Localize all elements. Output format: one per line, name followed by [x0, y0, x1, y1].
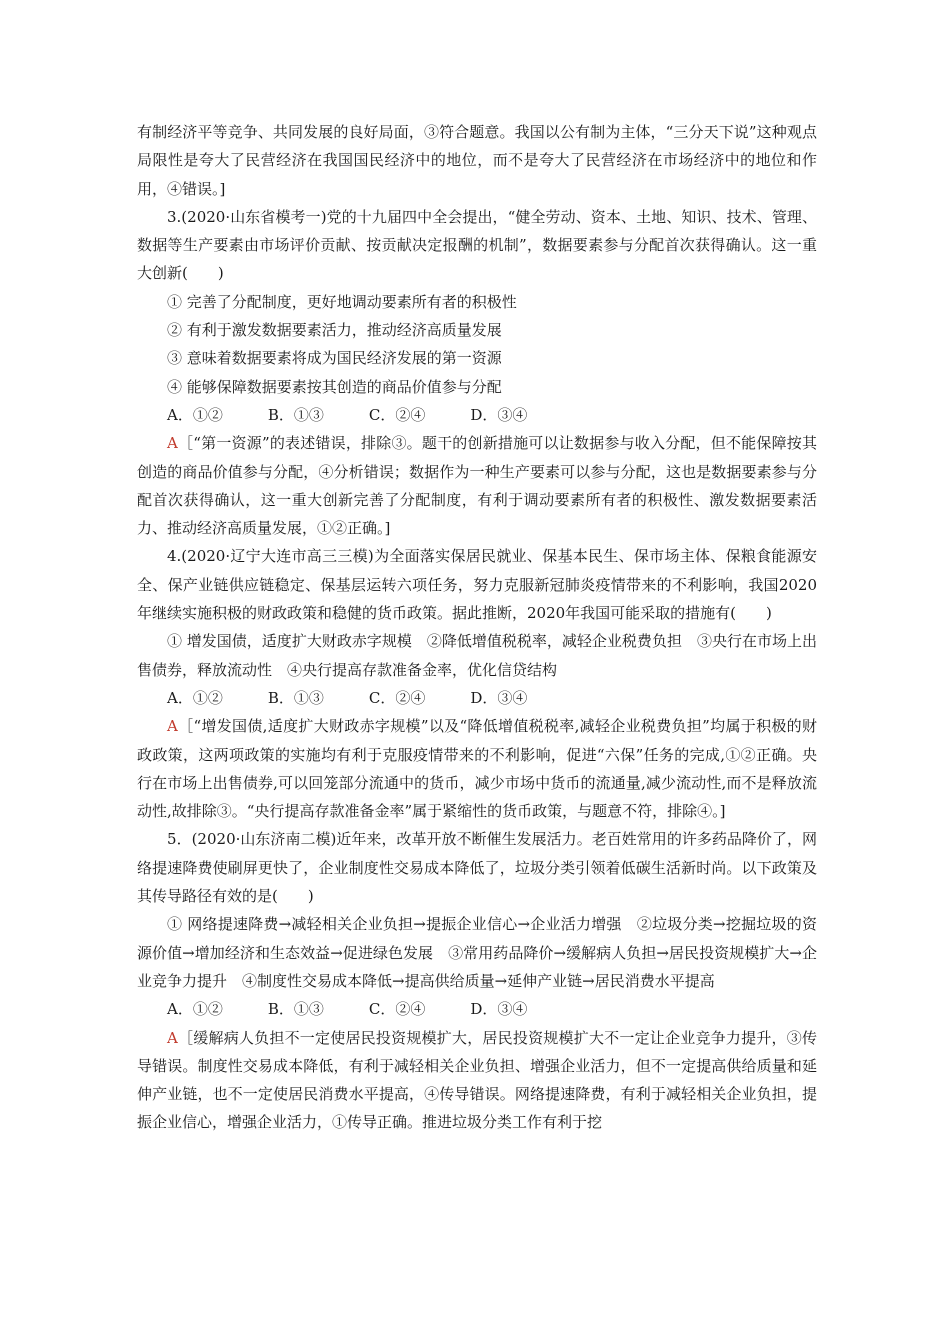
- question-5-stem: 5．(2020·山东济南二模)近年来，改革开放不断催生发展活力。老百姓常用的许多药品降价了，网络提速降费使刷屏更快了，企业制度性交易成本降低了，垃圾分类引领着低碳生活新时尚。以下政策及其传导路径有效的是( ): [137, 830, 817, 906]
- question-5: [137, 825, 817, 1136]
- question-3-item-2: ② 有利于激发数据要素活力，推动经济高质量发展: [167, 321, 502, 340]
- question-4-explanation: ［“增发国债,适度扩大财政赤字规模”以及“降低增值税税率,减轻企业税费负担”均属于积极的财政政策，这两项政策的实施均有利于克服疫情带来的不利影响，促进“六保”任务的完成,①②正确。央行在市场上出售债券,可以回笼部分流通中的货币，减少市场中货币的流通量,减少流动性,而不是释放流动性,故排除③。“央行提高存款准备金率”属于紧缩性的货币政策，与题意不符，排除④。]: [137, 717, 817, 821]
- question-4-items: ① 增发国债，适度扩大财政赤字规模 ②降低增值税税率，减轻企业税费负担 ③央行在市场上出售债券，释放流动性 ④央行提高存款准备金率，优化信贷结构: [137, 632, 817, 679]
- question-5-items: ① 网络提速降费→减轻相关企业负担→提振企业信心→企业活力增强 ②垃圾分类→挖掘垃圾的资源价值→增加经济和生态效益→促进绿色发展 ③常用药品降价→缓解病人负担→居民投资规模扩大→企业竞争力提升 ④制度性交易成本降低→提高供给质量→延伸产业链→居民消费水平提高: [137, 915, 817, 990]
- question-4: [137, 542, 817, 825]
- question-3-item-3: ③ 意味着数据要素将成为国民经济发展的第一资源: [167, 349, 502, 368]
- question-5-explanation: ［缓解病人负担不一定使居民投资规模扩大，居民投资规模扩大不一定让企业竞争力提升，③传导错误。制度性交易成本降低，有利于减轻相关企业负担、增强企业活力，但不一定提高供给质量和延伸产业链，也不一定使居民消费水平提高，④传导错误。网络提速降费，有利于减轻相关企业负担，提振企业信心，增强企业活力，①传导正确。推进垃圾分类工作有利于挖: [137, 1028, 817, 1132]
- question-4-answer: [137, 712, 817, 825]
- question-3-explanation: ［“第一资源”的表述错误，排除③。题干的创新措施可以让数据参与收入分配，但不能保障按其创造的商品价值参与分配，④分析错误；数据作为一种生产要素可以参与分配，这也是数据要素参与分配首次获得确认，这一重大创新完善了分配制度，有利于调动要素所有者的积极性、激发数据要素活力、推动经济高质量发展，①②正确。]: [137, 434, 817, 538]
- question-3-answer-letter: A: [167, 434, 178, 453]
- question-3-stem: 3.(2020·山东省模考一)党的十九届四中全会提出，“健全劳动、资本、土地、知识、技术、管理、数据等生产要素由市场评价贡献、按贡献决定报酬的机制”，数据要素参与分配首次获得确认。这一重大创新( ): [137, 207, 817, 283]
- question-5-options: A．①② B．①③ C．②④ D．③④: [167, 1000, 528, 1019]
- question-4-options: A．①② B．①③ C．②④ D．③④: [167, 688, 528, 707]
- question-3: [137, 203, 817, 543]
- question-3-answer: [137, 429, 817, 542]
- question-3-item-4: ④ 能够保障数据要素按其创造的商品价值参与分配: [167, 377, 502, 396]
- question-5-answer-letter: A: [167, 1028, 178, 1047]
- question-5-answer: [137, 1024, 817, 1137]
- question-4-answer-letter: A: [167, 717, 178, 736]
- intro-paragraph: 有制经济平等竞争、共同发展的良好局面，③符合题意。我国以公有制为主体，“三分天下说”这种观点局限性是夸大了民营经济在我国国民经济中的地位，而不是夸大了民营经济在市场经济中的地位和作用，④错误。]: [137, 123, 817, 198]
- document-page: [137, 118, 817, 1137]
- question-3-options: A．①② B．①③ C．②④ D．③④: [167, 405, 528, 424]
- question-4-stem: 4.(2020·辽宁大连市高三三模)为全面落实保居民就业、保基本民生、保市场主体、保粮食能源安全、保产业链供应链稳定、保基层运转六项任务，努力克服新冠肺炎疫情带来的不利影响，我国2020年继续实施积极的财政政策和稳健的货币政策。据此推断，2020年我国可能采取的措施有( ): [137, 547, 817, 623]
- question-3-item-1: ① 完善了分配制度，更好地调动要素所有者的积极性: [167, 292, 517, 311]
